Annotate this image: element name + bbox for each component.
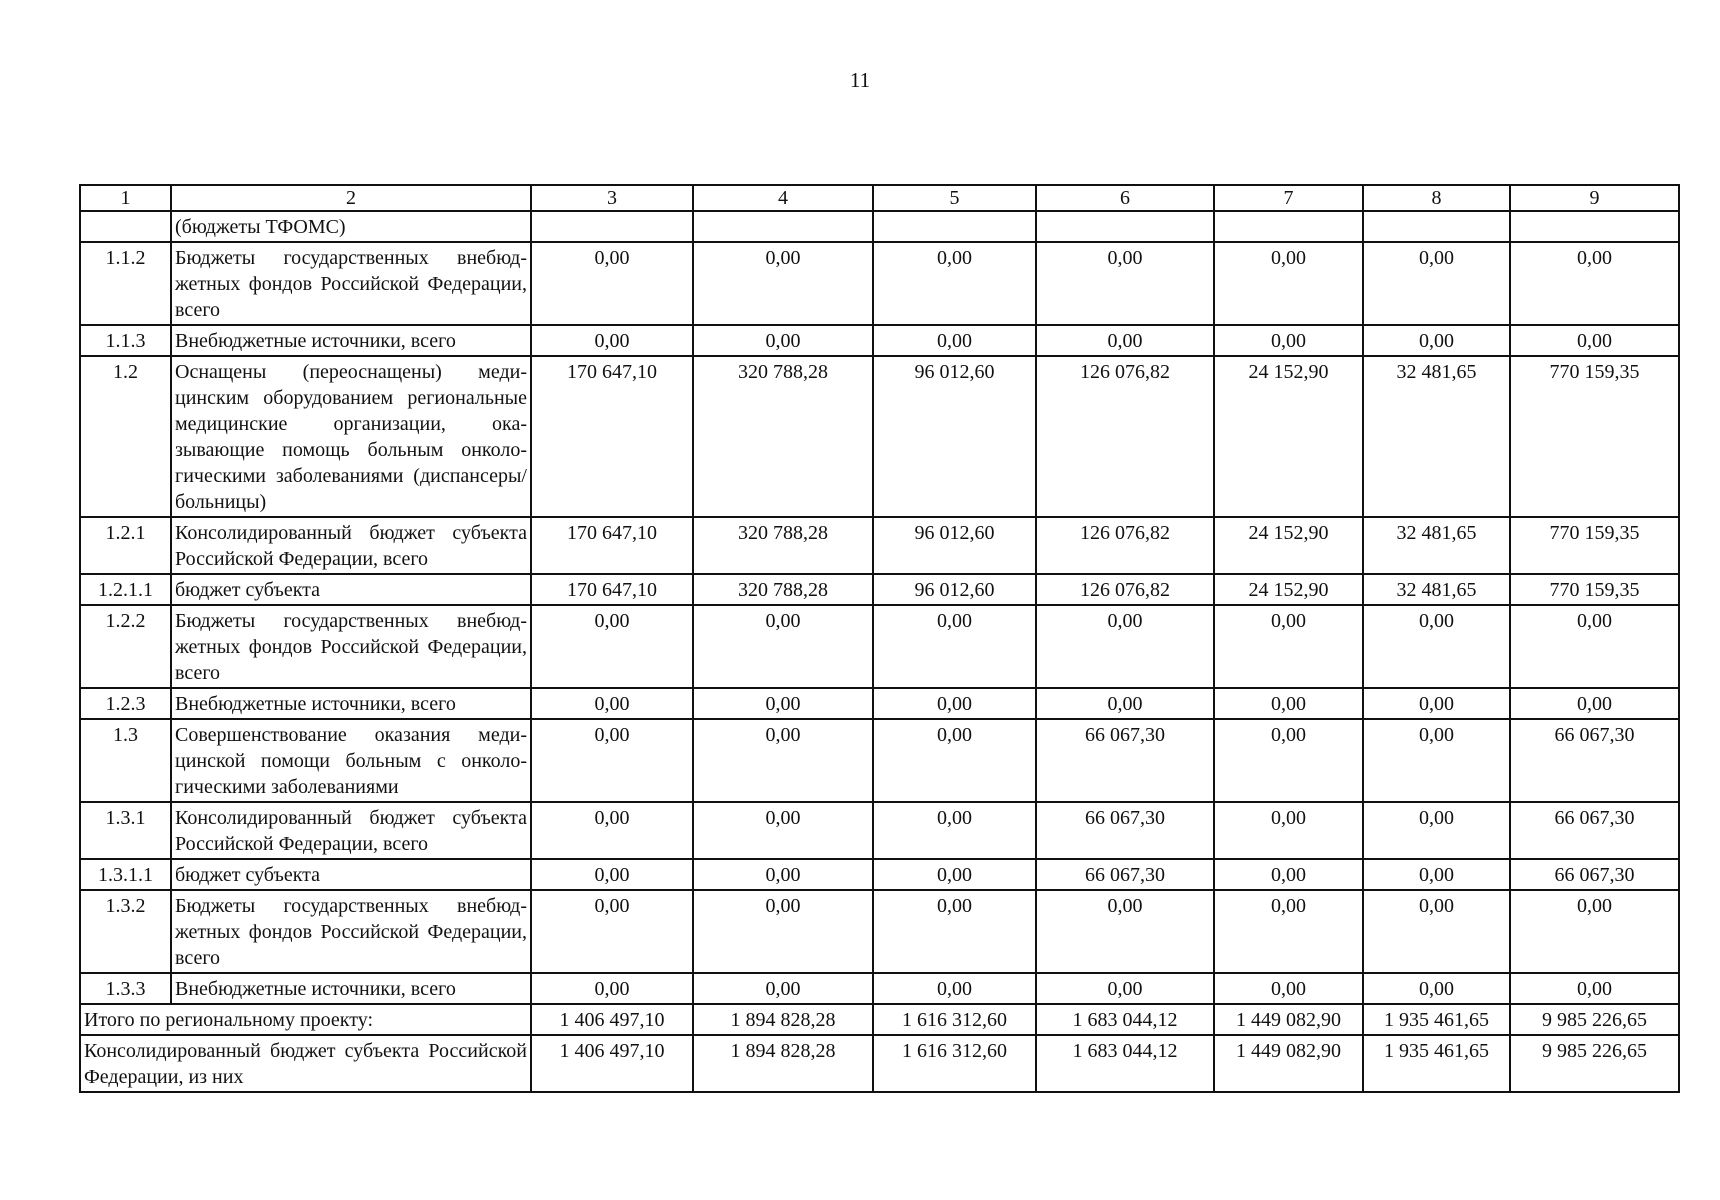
column-header: 8 xyxy=(1363,185,1510,211)
value-cell: 0,00 xyxy=(1214,688,1363,719)
row-number: 1.3.1 xyxy=(80,802,171,859)
budget-table xyxy=(79,184,1680,1093)
row-number: 1.1.2 xyxy=(80,242,171,325)
value-cell: 0,00 xyxy=(693,719,873,802)
table-row xyxy=(80,574,1679,605)
total-value-cell: 1 449 082,90 xyxy=(1214,1035,1363,1092)
value-cell: 0,00 xyxy=(1036,325,1214,356)
value-cell: 0,00 xyxy=(693,890,873,973)
row-description: Бюджеты государственных внебюджетных фондов Российской Федерации, всего xyxy=(171,242,531,325)
row-description: Внебюджетные источники, всего xyxy=(171,325,531,356)
value-cell: 320 788,28 xyxy=(693,574,873,605)
value-cell: 0,00 xyxy=(873,802,1036,859)
value-cell: 0,00 xyxy=(1363,973,1510,1004)
value-cell: 0,00 xyxy=(531,688,693,719)
total-value-cell: 1 406 497,10 xyxy=(531,1035,693,1092)
total-label: Итого по региональному проекту: xyxy=(80,1004,531,1035)
value-cell: 0,00 xyxy=(1036,973,1214,1004)
column-header: 2 xyxy=(171,185,531,211)
value-cell: 0,00 xyxy=(1214,890,1363,973)
row-description: Оснащены (переоснащены) медицинским оборудованием региональные медицинские организации, оказывающие помощь больным онкологическими заболеваниями (диспансеры/больницы) xyxy=(171,356,531,517)
row-description: (бюджеты ТФОМС) xyxy=(171,211,531,242)
value-cell xyxy=(1214,211,1363,242)
column-header: 9 xyxy=(1510,185,1679,211)
value-cell: 0,00 xyxy=(873,325,1036,356)
page-number: 11 xyxy=(849,68,871,92)
value-cell: 320 788,28 xyxy=(693,517,873,574)
value-cell: 0,00 xyxy=(873,890,1036,973)
value-cell: 0,00 xyxy=(1036,890,1214,973)
value-cell: 0,00 xyxy=(531,719,693,802)
value-cell: 0,00 xyxy=(531,802,693,859)
value-cell: 96 012,60 xyxy=(873,517,1036,574)
row-number: 1.1.3 xyxy=(80,325,171,356)
value-cell: 0,00 xyxy=(1214,802,1363,859)
row-description: бюджет субъекта xyxy=(171,574,531,605)
value-cell: 770 159,35 xyxy=(1510,574,1679,605)
total-row xyxy=(80,1004,1679,1035)
value-cell: 66 067,30 xyxy=(1510,802,1679,859)
row-number: 1.2.3 xyxy=(80,688,171,719)
value-cell: 0,00 xyxy=(1510,325,1679,356)
table-row xyxy=(80,802,1679,859)
table-row xyxy=(80,242,1679,325)
value-cell: 96 012,60 xyxy=(873,356,1036,517)
value-cell: 0,00 xyxy=(873,859,1036,890)
value-cell: 0,00 xyxy=(531,973,693,1004)
total-value-cell: 1 683 044,12 xyxy=(1036,1004,1214,1035)
value-cell: 0,00 xyxy=(693,802,873,859)
row-description: Бюджеты государственных внебюджетных фондов Российской Федерации, всего xyxy=(171,890,531,973)
value-cell: 0,00 xyxy=(873,242,1036,325)
table-row xyxy=(80,890,1679,973)
value-cell: 66 067,30 xyxy=(1036,859,1214,890)
value-cell: 0,00 xyxy=(1214,973,1363,1004)
value-cell: 0,00 xyxy=(693,688,873,719)
row-number: 1.3.1.1 xyxy=(80,859,171,890)
value-cell: 66 067,30 xyxy=(1510,719,1679,802)
total-value-cell: 1 935 461,65 xyxy=(1363,1004,1510,1035)
value-cell: 0,00 xyxy=(1510,973,1679,1004)
value-cell: 0,00 xyxy=(1214,719,1363,802)
value-cell: 770 159,35 xyxy=(1510,517,1679,574)
row-number: 1.2.2 xyxy=(80,605,171,688)
value-cell: 24 152,90 xyxy=(1214,356,1363,517)
row-number: 1.3.2 xyxy=(80,890,171,973)
column-number-row xyxy=(80,185,1679,211)
row-number: 1.2 xyxy=(80,356,171,517)
value-cell: 24 152,90 xyxy=(1214,574,1363,605)
column-header: 6 xyxy=(1036,185,1214,211)
total-value-cell: 1 449 082,90 xyxy=(1214,1004,1363,1035)
value-cell: 0,00 xyxy=(1036,688,1214,719)
row-number: 1.2.1.1 xyxy=(80,574,171,605)
value-cell: 0,00 xyxy=(1214,325,1363,356)
table-row xyxy=(80,356,1679,517)
value-cell: 0,00 xyxy=(873,605,1036,688)
value-cell: 0,00 xyxy=(1036,242,1214,325)
table-row xyxy=(80,859,1679,890)
value-cell: 32 481,65 xyxy=(1363,517,1510,574)
value-cell: 126 076,82 xyxy=(1036,574,1214,605)
value-cell xyxy=(693,211,873,242)
value-cell: 0,00 xyxy=(693,325,873,356)
total-label: Консолидированный бюджет субъекта Российской Федерации, из них xyxy=(80,1035,531,1092)
value-cell: 66 067,30 xyxy=(1036,802,1214,859)
value-cell: 0,00 xyxy=(1363,242,1510,325)
value-cell: 0,00 xyxy=(693,605,873,688)
value-cell xyxy=(873,211,1036,242)
value-cell xyxy=(1363,211,1510,242)
total-value-cell: 1 935 461,65 xyxy=(1363,1035,1510,1092)
value-cell: 0,00 xyxy=(531,605,693,688)
value-cell: 170 647,10 xyxy=(531,356,693,517)
table-row xyxy=(80,973,1679,1004)
total-row xyxy=(80,1035,1679,1092)
total-value-cell: 1 683 044,12 xyxy=(1036,1035,1214,1092)
value-cell xyxy=(531,211,693,242)
value-cell: 0,00 xyxy=(873,973,1036,1004)
row-description: Внебюджетные источники, всего xyxy=(171,973,531,1004)
value-cell: 0,00 xyxy=(1510,605,1679,688)
value-cell: 0,00 xyxy=(1510,688,1679,719)
value-cell: 0,00 xyxy=(531,242,693,325)
total-value-cell: 1 616 312,60 xyxy=(873,1035,1036,1092)
value-cell: 0,00 xyxy=(1363,859,1510,890)
value-cell: 0,00 xyxy=(1363,802,1510,859)
value-cell: 0,00 xyxy=(1363,890,1510,973)
value-cell: 96 012,60 xyxy=(873,574,1036,605)
value-cell: 0,00 xyxy=(1214,242,1363,325)
row-description: Совершенствование оказания медицинской помощи больным с онкологическими заболеваниями xyxy=(171,719,531,802)
table-row xyxy=(80,719,1679,802)
column-header: 5 xyxy=(873,185,1036,211)
table-row xyxy=(80,517,1679,574)
value-cell: 0,00 xyxy=(1510,242,1679,325)
value-cell: 0,00 xyxy=(693,973,873,1004)
column-header: 1 xyxy=(80,185,171,211)
value-cell: 0,00 xyxy=(1363,719,1510,802)
row-number: 1.3 xyxy=(80,719,171,802)
row-number: 1.3.3 xyxy=(80,973,171,1004)
value-cell: 126 076,82 xyxy=(1036,517,1214,574)
total-value-cell: 9 985 226,65 xyxy=(1510,1004,1679,1035)
value-cell xyxy=(1510,211,1679,242)
value-cell: 0,00 xyxy=(873,719,1036,802)
value-cell: 0,00 xyxy=(531,859,693,890)
value-cell: 0,00 xyxy=(1510,890,1679,973)
total-value-cell: 1 894 828,28 xyxy=(693,1035,873,1092)
table-row xyxy=(80,325,1679,356)
table-row xyxy=(80,688,1679,719)
column-header: 4 xyxy=(693,185,873,211)
total-value-cell: 1 894 828,28 xyxy=(693,1004,873,1035)
table-row xyxy=(80,605,1679,688)
value-cell: 0,00 xyxy=(693,859,873,890)
value-cell: 126 076,82 xyxy=(1036,356,1214,517)
row-description: бюджет субъекта xyxy=(171,859,531,890)
value-cell: 0,00 xyxy=(531,890,693,973)
value-cell: 0,00 xyxy=(1036,605,1214,688)
total-value-cell: 1 616 312,60 xyxy=(873,1004,1036,1035)
value-cell: 0,00 xyxy=(1363,325,1510,356)
value-cell: 170 647,10 xyxy=(531,517,693,574)
row-number xyxy=(80,211,171,242)
row-description: Консолидированный бюджет субъекта Российской Федерации, всего xyxy=(171,802,531,859)
row-description: Консолидированный бюджет субъекта Российской Федерации, всего xyxy=(171,517,531,574)
value-cell: 0,00 xyxy=(1214,859,1363,890)
value-cell: 32 481,65 xyxy=(1363,356,1510,517)
value-cell: 0,00 xyxy=(873,688,1036,719)
value-cell: 0,00 xyxy=(693,242,873,325)
total-value-cell: 1 406 497,10 xyxy=(531,1004,693,1035)
column-header: 7 xyxy=(1214,185,1363,211)
value-cell: 66 067,30 xyxy=(1510,859,1679,890)
column-header: 3 xyxy=(531,185,693,211)
value-cell: 66 067,30 xyxy=(1036,719,1214,802)
value-cell: 170 647,10 xyxy=(531,574,693,605)
value-cell: 0,00 xyxy=(531,325,693,356)
row-description: Внебюджетные источники, всего xyxy=(171,688,531,719)
value-cell: 0,00 xyxy=(1214,605,1363,688)
row-description: Бюджеты государственных внебюджетных фондов Российской Федерации, всего xyxy=(171,605,531,688)
value-cell: 0,00 xyxy=(1363,688,1510,719)
row-number: 1.2.1 xyxy=(80,517,171,574)
total-value-cell: 9 985 226,65 xyxy=(1510,1035,1679,1092)
table-row xyxy=(80,211,1679,242)
value-cell: 0,00 xyxy=(1363,605,1510,688)
value-cell: 770 159,35 xyxy=(1510,356,1679,517)
value-cell: 24 152,90 xyxy=(1214,517,1363,574)
value-cell: 320 788,28 xyxy=(693,356,873,517)
value-cell: 32 481,65 xyxy=(1363,574,1510,605)
value-cell xyxy=(1036,211,1214,242)
